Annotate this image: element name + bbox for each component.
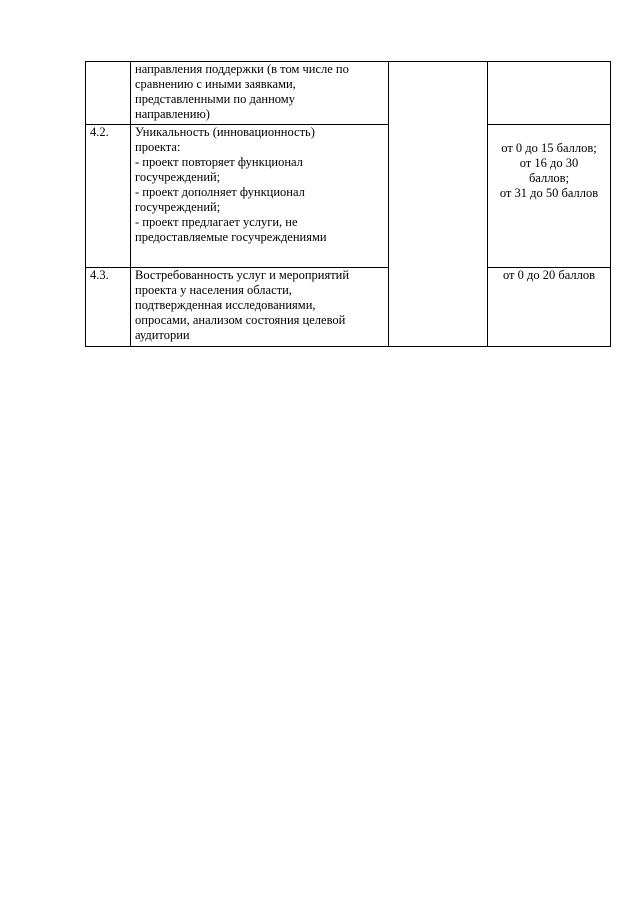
description-line: - проект дополняет функционал	[135, 185, 305, 199]
description-line: представленными по данному	[135, 92, 295, 106]
row-number-cell: 4.3.	[86, 268, 131, 347]
score-line: от 16 до 30	[519, 156, 579, 170]
description-line: проекта у населения области,	[135, 283, 292, 297]
description-line: сравнению с иными заявками,	[135, 77, 296, 91]
table-row	[86, 268, 611, 347]
criterion-description-cell	[131, 62, 389, 125]
score-line: от 31 до 50 баллов	[499, 186, 599, 200]
score-line: баллов;	[528, 171, 570, 185]
description-line: опросами, анализом состояния целевой	[135, 313, 346, 327]
description-line: направлению)	[135, 107, 210, 121]
description-line: - проект предлагает услуги, не	[135, 215, 298, 229]
score-cell	[488, 268, 611, 347]
row-number-cell	[86, 62, 131, 125]
table-row	[86, 125, 611, 268]
description-line: подтвержденная исследованиями,	[135, 298, 316, 312]
merged-middle-cell	[389, 62, 488, 347]
score-line: от 0 до 15 баллов;	[501, 141, 597, 155]
score-cell	[488, 125, 611, 268]
description-line: Уникальность (инновационность)	[135, 125, 315, 139]
row-number-cell: 4.2.	[86, 125, 131, 268]
criterion-description-cell	[131, 268, 389, 347]
description-line: госучреждений;	[135, 200, 221, 214]
criteria-table	[85, 61, 611, 347]
description-line: - проект повторяет функционал	[135, 155, 303, 169]
description-line: предоставляемые госучреждениями	[135, 230, 327, 244]
score-cell	[488, 62, 611, 125]
description-line: направления поддержки (в том числе по	[135, 62, 349, 76]
table-row	[86, 62, 611, 125]
description-line: проекта:	[135, 140, 181, 154]
description-line: аудитории	[135, 328, 190, 342]
description-line: Востребованность услуг и мероприятий	[135, 268, 350, 282]
description-line: госучреждений;	[135, 170, 221, 184]
score-line: от 0 до 20 баллов	[502, 268, 596, 282]
criterion-description-cell	[131, 125, 389, 268]
